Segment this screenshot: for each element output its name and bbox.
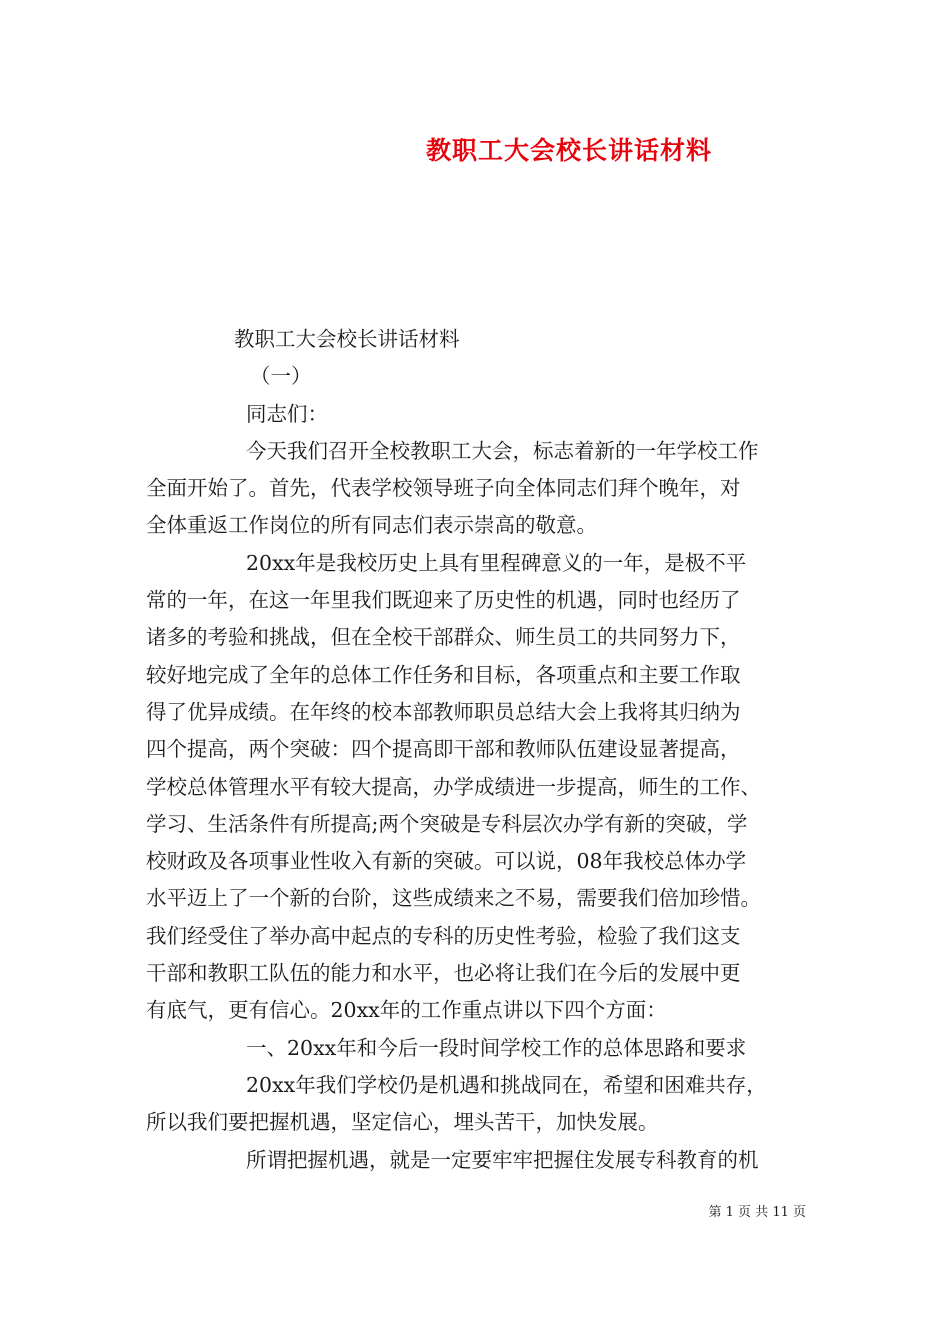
text-line: 得了优异成绩。在年终的校本部教师职员总结大会上我将其归纳为 [146, 699, 741, 724]
text-line: 全体重返工作岗位的所有同志们表示崇高的敬意。 [146, 513, 597, 538]
text-line: 全面开始了。首先，代表学校领导班子向全体同志们拜个晚年，对 [146, 476, 741, 501]
text-line: 我们经受住了举办高中起点的专科的历史性考验，检验了我们这支 [146, 923, 741, 948]
text-line: 20xx年我们学校仍是机遇和挑战同在，希望和困难共存， [246, 1072, 767, 1097]
document-subtitle: 教职工大会校长讲话材料 [234, 327, 460, 351]
page-footer: 第 1 页 共 11 页 [708, 1205, 806, 1220]
document-title: 教职工大会校长讲话材料 [425, 136, 712, 165]
text-line: 今天我们召开全校教职工大会，标志着新的一年学校工作 [246, 438, 759, 463]
text-line: 较好地完成了全年的总体工作任务和目标，各项重点和主要工作取 [146, 662, 741, 687]
text-line: 一、20xx年和今后一段时间学校工作的总体思路和要求 [246, 1035, 747, 1060]
section-number: （一） [250, 364, 312, 389]
text-line: 常的一年，在这一年里我们既迎来了历史性的机遇，同时也经历了 [146, 588, 741, 613]
text-line: 所以我们要把握机遇，坚定信心，埋头苦干，加快发展。 [146, 1110, 659, 1135]
text-line: 水平迈上了一个新的台阶，这些成绩来之不易，需要我们倍加珍惜。 [146, 886, 761, 911]
text-line: 所谓把握机遇，就是一定要牢牢把握住发展专科教育的机 [246, 1147, 759, 1172]
text-line: 学校总体管理水平有较大提高，办学成绩进一步提高，师生的工作、 [146, 774, 761, 799]
text-line: 20xx年是我校历史上具有里程碑意义的一年，是极不平 [246, 550, 747, 575]
greeting: 同志们： [246, 401, 328, 426]
document-body [146, 321, 808, 1179]
text-line: 四个提高，两个突破：四个提高即干部和教师队伍建设显著提高， [146, 737, 741, 762]
text-line: 学习、生活条件有所提高;两个突破是专科层次办学有新的突破，学 [146, 811, 748, 836]
paragraph-lines [146, 433, 808, 1179]
text-line: 干部和教职工队伍的能力和水平，也必将让我们在今后的发展中更 [146, 961, 741, 986]
text-line: 有底气，更有信心。20xx年的工作重点讲以下四个方面： [146, 998, 667, 1023]
text-line: 诸多的考验和挑战，但在全校干部群众、师生员工的共同努力下， [146, 625, 741, 650]
text-line: 校财政及各项事业性收入有新的突破。可以说，08年我校总体办学 [146, 849, 747, 874]
